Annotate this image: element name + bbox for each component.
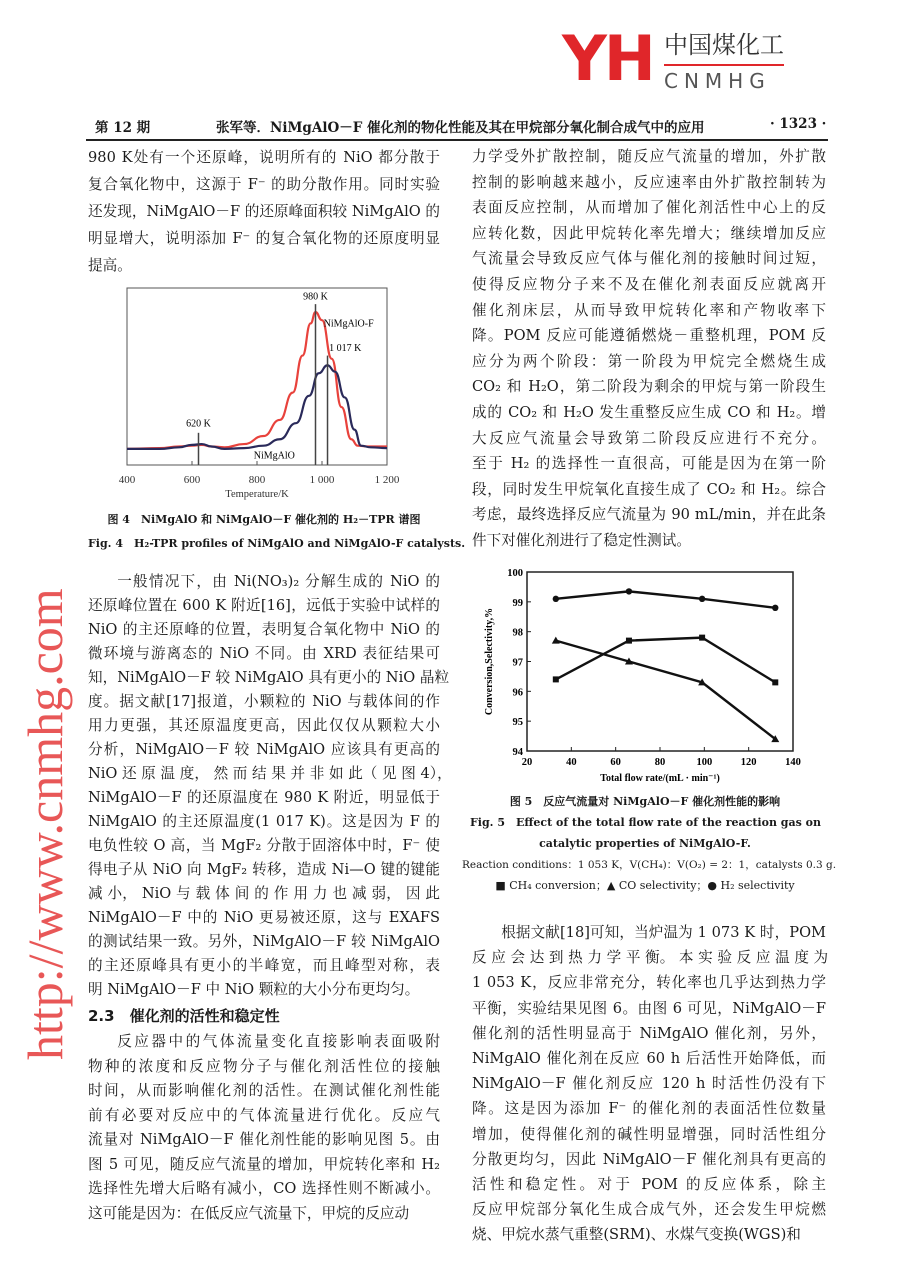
text-line: 流量对 NiMgAlO－F 催化剂性能的影响见图 5。由 — [88, 1131, 440, 1148]
issue-number: 第 12 期 — [95, 120, 151, 136]
x-tick-label: 60 — [610, 757, 621, 768]
series-line-ch4-conversion — [556, 638, 775, 683]
text-line: 段，同时发生甲烷氧化直接生成了 CO₂ 和 H₂。综合 — [472, 480, 826, 498]
text-line: 选择性先增大后略有减小，CO 选择性则不断减小。 — [88, 1180, 440, 1197]
text-line: 成的 CO₂ 和 H₂O 发生重整反应生成 CO 和 H₂。增 — [472, 403, 826, 421]
text-line: 反 应 会 达 到 热 力 学 平 衡。 本 实 验 反 应 温 度 为 — [472, 949, 829, 967]
text-line: 度。据文献[17]报道，小颗粒的 NiO 与载体间的作 — [88, 693, 440, 710]
text-line: 平衡，实验结果见图 6。由图 6 可见，NiMgAlO－F — [472, 999, 826, 1017]
x-tick-label: 400 — [118, 474, 136, 486]
text-line: 反应甲烷部分氧化生成合成气外，还会发生甲烷燃 — [472, 1201, 826, 1219]
text-line: 表面反应控制，从而增加了催化剂活性中心上的反 — [472, 199, 826, 217]
x-tick-label: 20 — [521, 757, 533, 768]
text-line: 980 K处有一个还原峰，说明所有的 NiO 都分散于 — [88, 149, 440, 166]
text-line: 催化剂的活性明显高于 NiMgAlO 催化剂，另外， — [472, 1024, 826, 1042]
x-tick-label: 1 200 — [374, 474, 400, 486]
text-line: 一般情况下，由 Ni(NO₃)₂ 分解生成的 NiO 的 — [117, 573, 440, 590]
text-line: 前有必要对反应中的气体流量进行优化。反应气 — [88, 1106, 440, 1124]
y-tick-label: 94 — [512, 747, 523, 758]
right-paragraph-1 — [472, 144, 826, 554]
text-line: 电负性较 O 高，当 MgF₂ 分散于固溶体中时，F⁻ 使 — [88, 837, 440, 854]
text-line: NiMgAlO－F 催化剂反应 120 h 时活性仍没有下 — [472, 1075, 826, 1093]
text-line: 物种的浓度和反应物分子与催化剂活性位的接触 — [88, 1057, 440, 1075]
x-tick-label: 40 — [566, 757, 577, 768]
figure-4-caption-cn: 图 4 NiMgAlO 和 NiMgAlO－F 催化剂的 H₂－TPR 谱图 — [107, 513, 421, 526]
figure-4-chart — [90, 280, 420, 505]
text-line: 增加，使得催化剂的碱性明显增强，同时活性组分 — [472, 1125, 826, 1143]
text-line: NiMgAlO－F 的还原温度在 980 K 附近，明显低于 — [88, 789, 440, 806]
annotation-620k: 620 K — [186, 418, 211, 430]
right-paragraph-2 — [472, 920, 829, 1247]
x-tick-label: 800 — [248, 474, 266, 486]
data-point-h2-selectivity — [553, 596, 559, 602]
text-line: 还发现，NiMgAlO－F 的还原峰面积较 NiMgAlO 的 — [88, 203, 440, 220]
text-line: 时间，从而影响催化剂的活性。在测试催化剂性能 — [88, 1082, 440, 1099]
data-point-ch4-conversion — [553, 676, 559, 682]
label-nimgalo-f: NiMgAlO-F — [323, 318, 374, 330]
text-line: 大反应气流量会导致第二阶段反应进行不充分。 — [472, 429, 826, 447]
series-line-h2-selectivity — [556, 591, 775, 607]
text-line: 微环境与游离态的 NiO 不同。由 XRD 表征结果可 — [88, 645, 440, 662]
text-line: 件下对催化剂进行了稳定性测试。 — [472, 531, 691, 549]
x-axis-label: Temperature/K — [225, 489, 289, 500]
text-line: 明显增大，说明添加 F⁻ 的复合氧化物的还原度明显 — [88, 230, 440, 247]
y-tick-label: 99 — [512, 597, 523, 609]
logo-letters: YH — [562, 22, 653, 95]
label-nimgalo: NiMgAlO — [253, 450, 295, 462]
logo-underline — [664, 64, 784, 66]
text-line: 减 小， NiO 与 载 体 间 的 作 用 力 也 减 弱， 因 此 — [88, 885, 440, 902]
running-title: 张军等．NiMgAlO－F 催化剂的物化性能及其在甲烷部分氧化制合成气中的应用 — [216, 120, 705, 136]
figure-5-caption-cn: 图 5 反应气流量对 NiMgAlO－F 催化剂性能的影响 — [509, 795, 781, 808]
annotation-980k: 980 K — [303, 291, 328, 303]
data-point-h2-selectivity — [699, 596, 705, 602]
data-point-h2-selectivity — [772, 605, 778, 611]
annotation-1017k: 1 017 K — [329, 342, 362, 354]
figure-5-legend: ■ CH₄ conversion；▲ CO selectivity；● H₂ selectivity — [495, 879, 795, 892]
section-heading: 2.3 催化剂的活性和稳定性 — [88, 1007, 280, 1025]
text-line: 降。这是因为添加 F⁻ 的催化剂的表面活性位数量 — [472, 1100, 826, 1118]
x-tick-label: 140 — [785, 757, 801, 768]
figure-5-caption-en-1: Fig. 5 Effect of the total flow rate of the reaction gas on — [470, 816, 821, 829]
data-point-ch4-conversion — [772, 679, 778, 685]
text-line: 根据文献[18]可知，当炉温为 1 073 K 时，POM — [501, 924, 826, 941]
text-line: 复合氧化物中，这源于 F⁻ 的助分散作用。同时实验 — [88, 176, 440, 193]
x-tick-label: 600 — [183, 474, 201, 486]
text-line: 控制的影响越来越小，反应速率由外扩散控制转为 — [472, 173, 826, 191]
y-tick-label: 97 — [512, 657, 523, 669]
text-line: NiMgAlO 催化剂在反应 60 h 后活性开始降低，而 — [472, 1049, 826, 1067]
tpr-curve-nimgalo-f — [127, 312, 387, 449]
text-line: 的测试结果一致。另外，NiMgAlO－F 较 NiMgAlO — [88, 933, 440, 950]
text-line: NiMgAlO－F 中的 NiO 更易被还原，这与 EXAFS — [88, 909, 440, 926]
text-line: NiMgAlO 的主还原温度(1 017 K)。这是因为 F 的 — [88, 813, 440, 830]
data-point-h2-selectivity — [626, 588, 632, 594]
text-line: 的主还原峰具有更小的半峰宽，而且峰型对称，表 — [88, 957, 440, 974]
y-axis-label: Conversion,Selectivity,% — [484, 607, 495, 716]
figure-4-caption-en: Fig. 4 H₂-TPR profiles of NiMgAlO and NiMgAlO-F catalysts. — [88, 537, 466, 550]
left-paragraph-2 — [88, 570, 452, 1002]
left-paragraph-1 — [88, 144, 440, 279]
text-line: 这可能是因为：在低反应气流量下，甲烷的反应动 — [88, 1204, 410, 1222]
text-line: 还原峰位置在 600 K 附近[16]，远低于实验中试样的 — [88, 597, 440, 614]
text-line: 气流量会导致反应气体与催化剂的接触时间过短， — [472, 250, 826, 268]
text-line: 至于 H₂ 的选择性一直很高，可能是因为在第一阶 — [472, 455, 826, 473]
text-line: 图 5 可见，随反应气流量的增加，甲烷转化率和 H₂ — [88, 1155, 440, 1173]
watermark-url-text: http://www.cnmhg.com — [17, 588, 73, 1060]
y-tick-label: 98 — [512, 627, 523, 639]
figure-5-chart — [470, 558, 810, 788]
series-line-co-selectivity — [556, 641, 775, 739]
text-line: NiO 的主还原峰的位置，表明复合氧化物中 NiO 的 — [88, 621, 440, 638]
y-tick-label: 96 — [512, 687, 523, 699]
text-line: 提高。 — [88, 257, 132, 274]
text-line: 用力更强，其还原温度更高，因此仅仅从颗粒大小 — [88, 717, 440, 734]
y-tick-label: 95 — [512, 717, 523, 729]
text-line: 使得反应物分子来不及在催化剂表面反应就离开 — [472, 275, 826, 293]
text-line: CO₂ 和 H₂O，第二阶段为剩余的甲烷与第一阶段生 — [472, 378, 826, 396]
text-line: 考虑，最终选择反应气流量为 90 mL/min，并在此条 — [472, 506, 826, 524]
text-line: NiO 还 原 温 度， 然 而 结 果 并 非 如 此（ 见 图 4）， — [88, 765, 452, 782]
text-line: 反应器中的气体流量变化直接影响表面吸附 — [117, 1033, 440, 1050]
url-watermark — [0, 0, 86, 1272]
figure-5-conditions: Reaction conditions：1 053 K，V(CH₄)：V(O₂) = 2：1，catalysts 0.3 g. — [462, 859, 837, 871]
data-point-ch4-conversion — [699, 635, 705, 641]
x-axis-label: Total flow rate/(mL · min⁻¹) — [600, 773, 720, 784]
text-line: 力学受外扩散控制，随反应气流量的增加，外扩散 — [472, 148, 826, 165]
x-tick-label: 80 — [654, 757, 666, 768]
text-line: 知，NiMgAlO－F 较 NiMgAlO 具有更小的 NiO 晶粒 — [88, 669, 450, 686]
text-line: 分析，NiMgAlO－F 较 NiMgAlO 应该具有更高的 — [88, 741, 440, 758]
logo-mark — [562, 22, 653, 95]
text-line: 催化剂床层，从而导致甲烷转化率和产物收率下 — [472, 301, 826, 319]
text-line: 应分为两个阶段：第一阶段为甲烷完全燃烧生成 — [472, 352, 826, 370]
page-number: · 1323 · — [770, 116, 827, 132]
cnmhg-logo — [560, 22, 790, 98]
text-line: 降。POM 反应可能遵循燃烧－重整机理，POM 反 — [472, 327, 826, 345]
text-line: 应转化数，因此甲烷转化率先增大；继续增加反应 — [472, 224, 826, 242]
left-paragraph-3 — [88, 1030, 440, 1226]
y-tick-label: 100 — [507, 568, 523, 579]
logo-cn-text: 中国煤化工 — [664, 31, 784, 59]
text-line: 得电子从 NiO 向 MgF₂ 转移，造成 Ni—O 键的键能 — [88, 861, 440, 878]
header-rule — [86, 139, 828, 141]
logo-en-text: CNMHG — [664, 69, 771, 93]
text-line: 烧、甲烷水蒸气重整(SRM)、水煤气变换(WGS)和 — [472, 1226, 801, 1244]
text-line: 明 NiMgAlO－F 中 NiO 颗粒的大小分布更均匀。 — [88, 981, 420, 998]
text-line: 1 053 K，反应非常充分，转化率也几乎达到热力学 — [472, 974, 826, 992]
figure-5-caption-en-2: catalytic properties of NiMgAlO-F. — [539, 837, 751, 850]
text-line: 分散更均匀，因此 NiMgAlO－F 催化剂具有更高的 — [472, 1150, 826, 1168]
data-point-ch4-conversion — [626, 638, 632, 644]
x-tick-label: 120 — [740, 757, 757, 768]
x-tick-label: 1 000 — [309, 474, 335, 486]
data-point-co-selectivity — [552, 637, 560, 644]
x-tick-label: 100 — [696, 757, 713, 768]
text-line: 活性和稳定性。对于 POM 的反应体系，除主 — [472, 1175, 826, 1193]
